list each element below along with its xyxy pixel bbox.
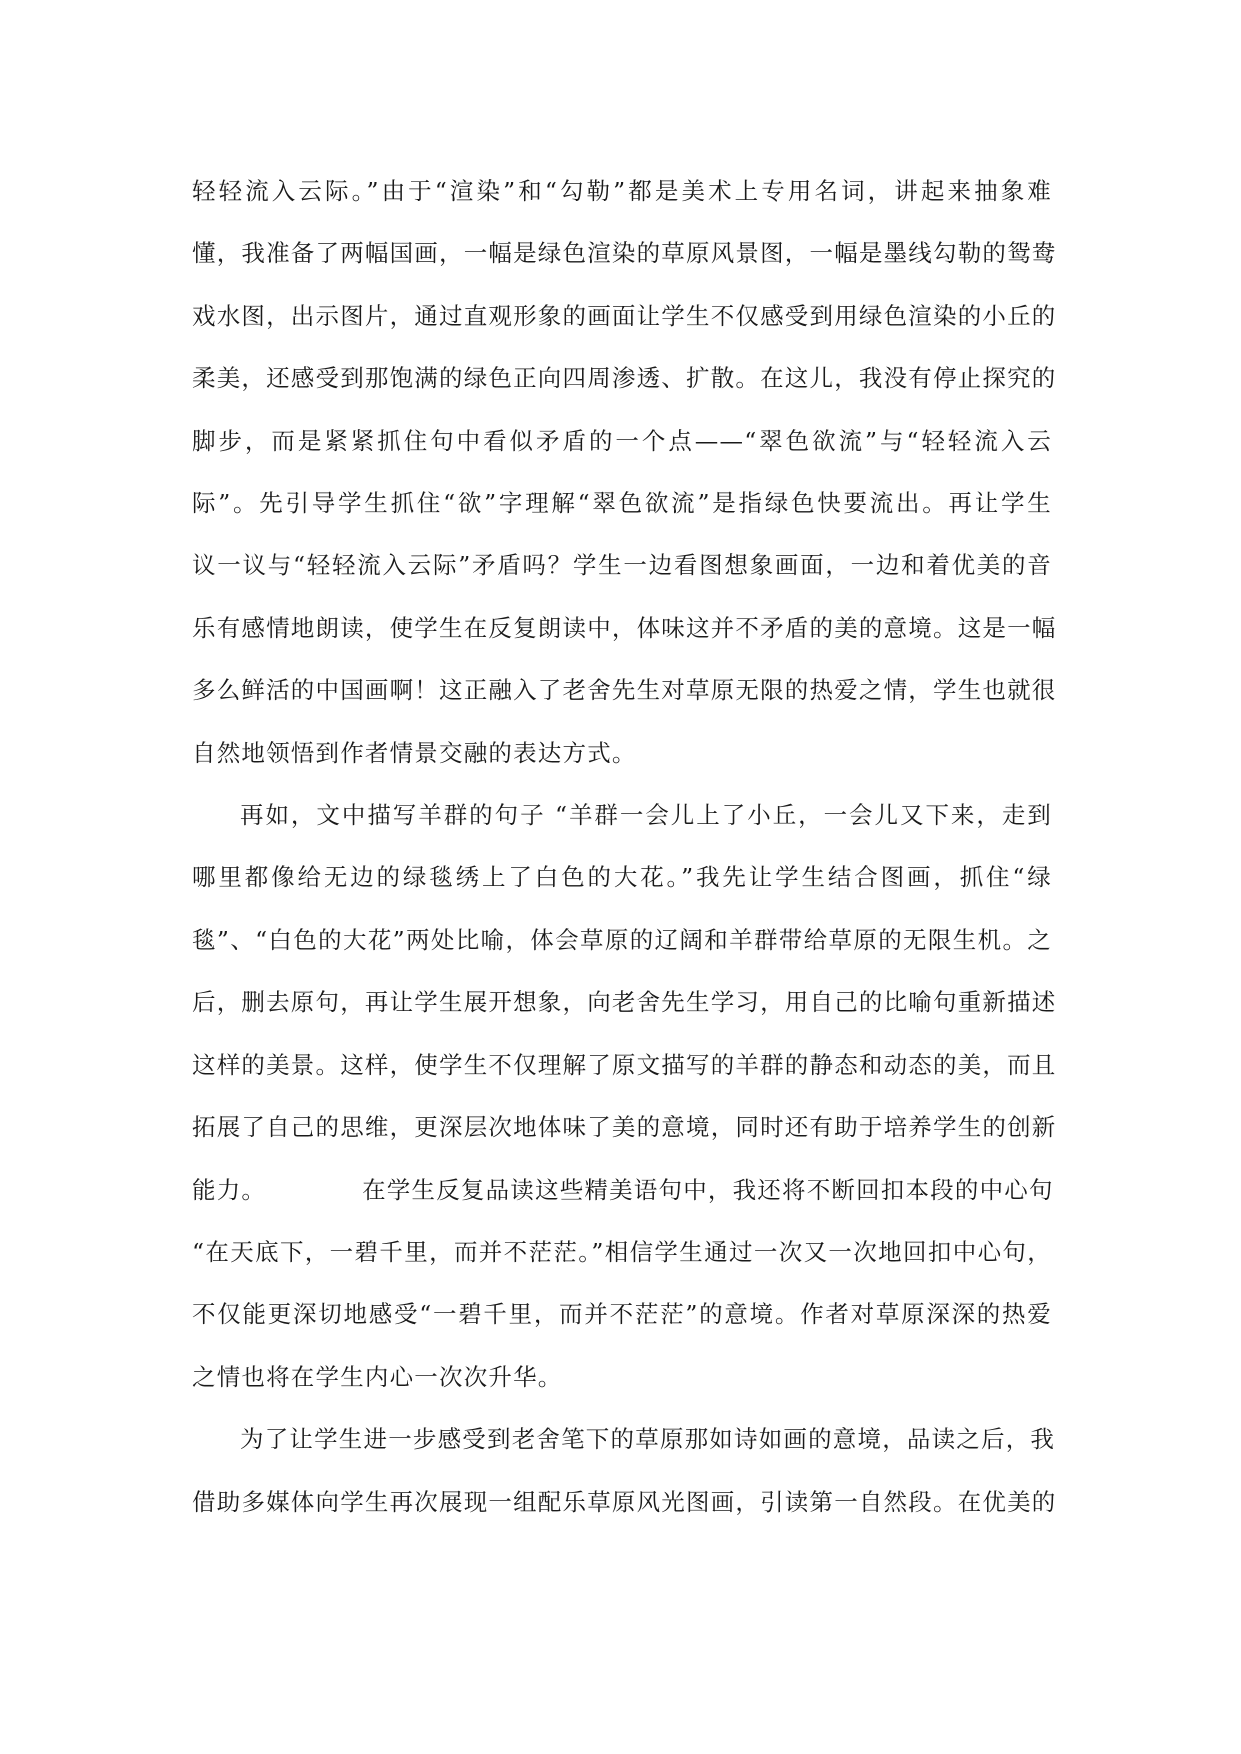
text-line: 毯”、“白色的大花”两处比喻，体会草原的辽阔和羊群带给草原的无限生机。之 xyxy=(192,925,1052,954)
paragraph-1 xyxy=(192,160,1057,784)
text-line: 为了让学生进一步感受到老舍笔下的草原那如诗如画的意境，品读之后，我 xyxy=(240,1425,1056,1454)
text-line: 柔美，还感受到那饱满的绿色正向四周渗透、扩散。在这儿，我没有停止探究的 xyxy=(192,364,1057,393)
text-line: 这样的美景。这样，使学生不仅理解了原文描写的羊群的静态和动态的美，而且 xyxy=(192,1050,1057,1079)
text-line: 拓展了自己的思维，更深层次地体味了美的意境，同时还有助于培养学生的创新 xyxy=(192,1113,1057,1142)
text-line: “在天底下，一碧千里，而并不茫茫。”相信学生通过一次又一次地回扣中心句， xyxy=(192,1237,1052,1266)
text-line: 戏水图，出示图片，通过直观形象的画面让学生不仅感受到用绿色渲染的小丘的 xyxy=(192,301,1057,330)
paragraph-2 xyxy=(192,784,1057,1408)
text-line: 议一议与“轻轻流入云际”矛盾吗？学生一边看图想象画面，一边和着优美的音 xyxy=(192,551,1052,580)
text-fragment: 能力。 xyxy=(192,1175,267,1204)
text-line: 之情也将在学生内心一次次升华。 xyxy=(192,1362,563,1391)
text-line: 际”。先引导学生抓住“欲”字理解“翠色欲流”是指绿色快要流出。再让学生 xyxy=(192,489,1052,518)
text-line: 再如，文中描写羊群的句子 “羊群一会儿上了小丘，一会儿又下来，走到 xyxy=(240,801,1052,830)
text-fragment: 在学生反复品读这些精美语句中，我还将不断回扣本段的中心句 xyxy=(362,1175,1054,1204)
text-line-split xyxy=(192,1159,1052,1221)
text-line: 脚步，而是紧紧抓住句中看似矛盾的一个点——“翠色欲流”与“轻轻流入云 xyxy=(192,426,1052,455)
paragraph-3 xyxy=(192,1408,1057,1533)
text-line: 自然地领悟到作者情景交融的表达方式。 xyxy=(192,738,637,767)
text-line: 轻轻流入云际。”由于“渲染”和“勾勒”都是美术上专用名词，讲起来抽象难 xyxy=(192,177,1052,205)
text-line: 后，删去原句，再让学生展开想象，向老舍先生学习，用自己的比喻句重新描述 xyxy=(192,988,1057,1017)
text-line: 借助多媒体向学生再次展现一组配乐草原风光图画，引读第一自然段。在优美的 xyxy=(192,1487,1057,1516)
text-line: 多么鲜活的中国画啊！这正融入了老舍先生对草原无限的热爱之情，学生也就很 xyxy=(192,676,1057,705)
text-line: 懂，我准备了两幅国画，一幅是绿色渲染的草原风景图，一幅是墨线勾勒的鸳鸯 xyxy=(192,239,1057,268)
text-line: 乐有感情地朗读，使学生在反复朗读中，体味这并不矛盾的美的意境。这是一幅 xyxy=(192,613,1057,642)
text-line: 不仅能更深切地感受“一碧千里，而并不茫茫”的意境。作者对草原深深的热爱 xyxy=(192,1300,1052,1329)
text-line: 哪里都像给无边的绿毯绣上了白色的大花。”我先让学生结合图画，抓住“绿 xyxy=(192,863,1052,892)
document-body xyxy=(192,160,1057,1533)
